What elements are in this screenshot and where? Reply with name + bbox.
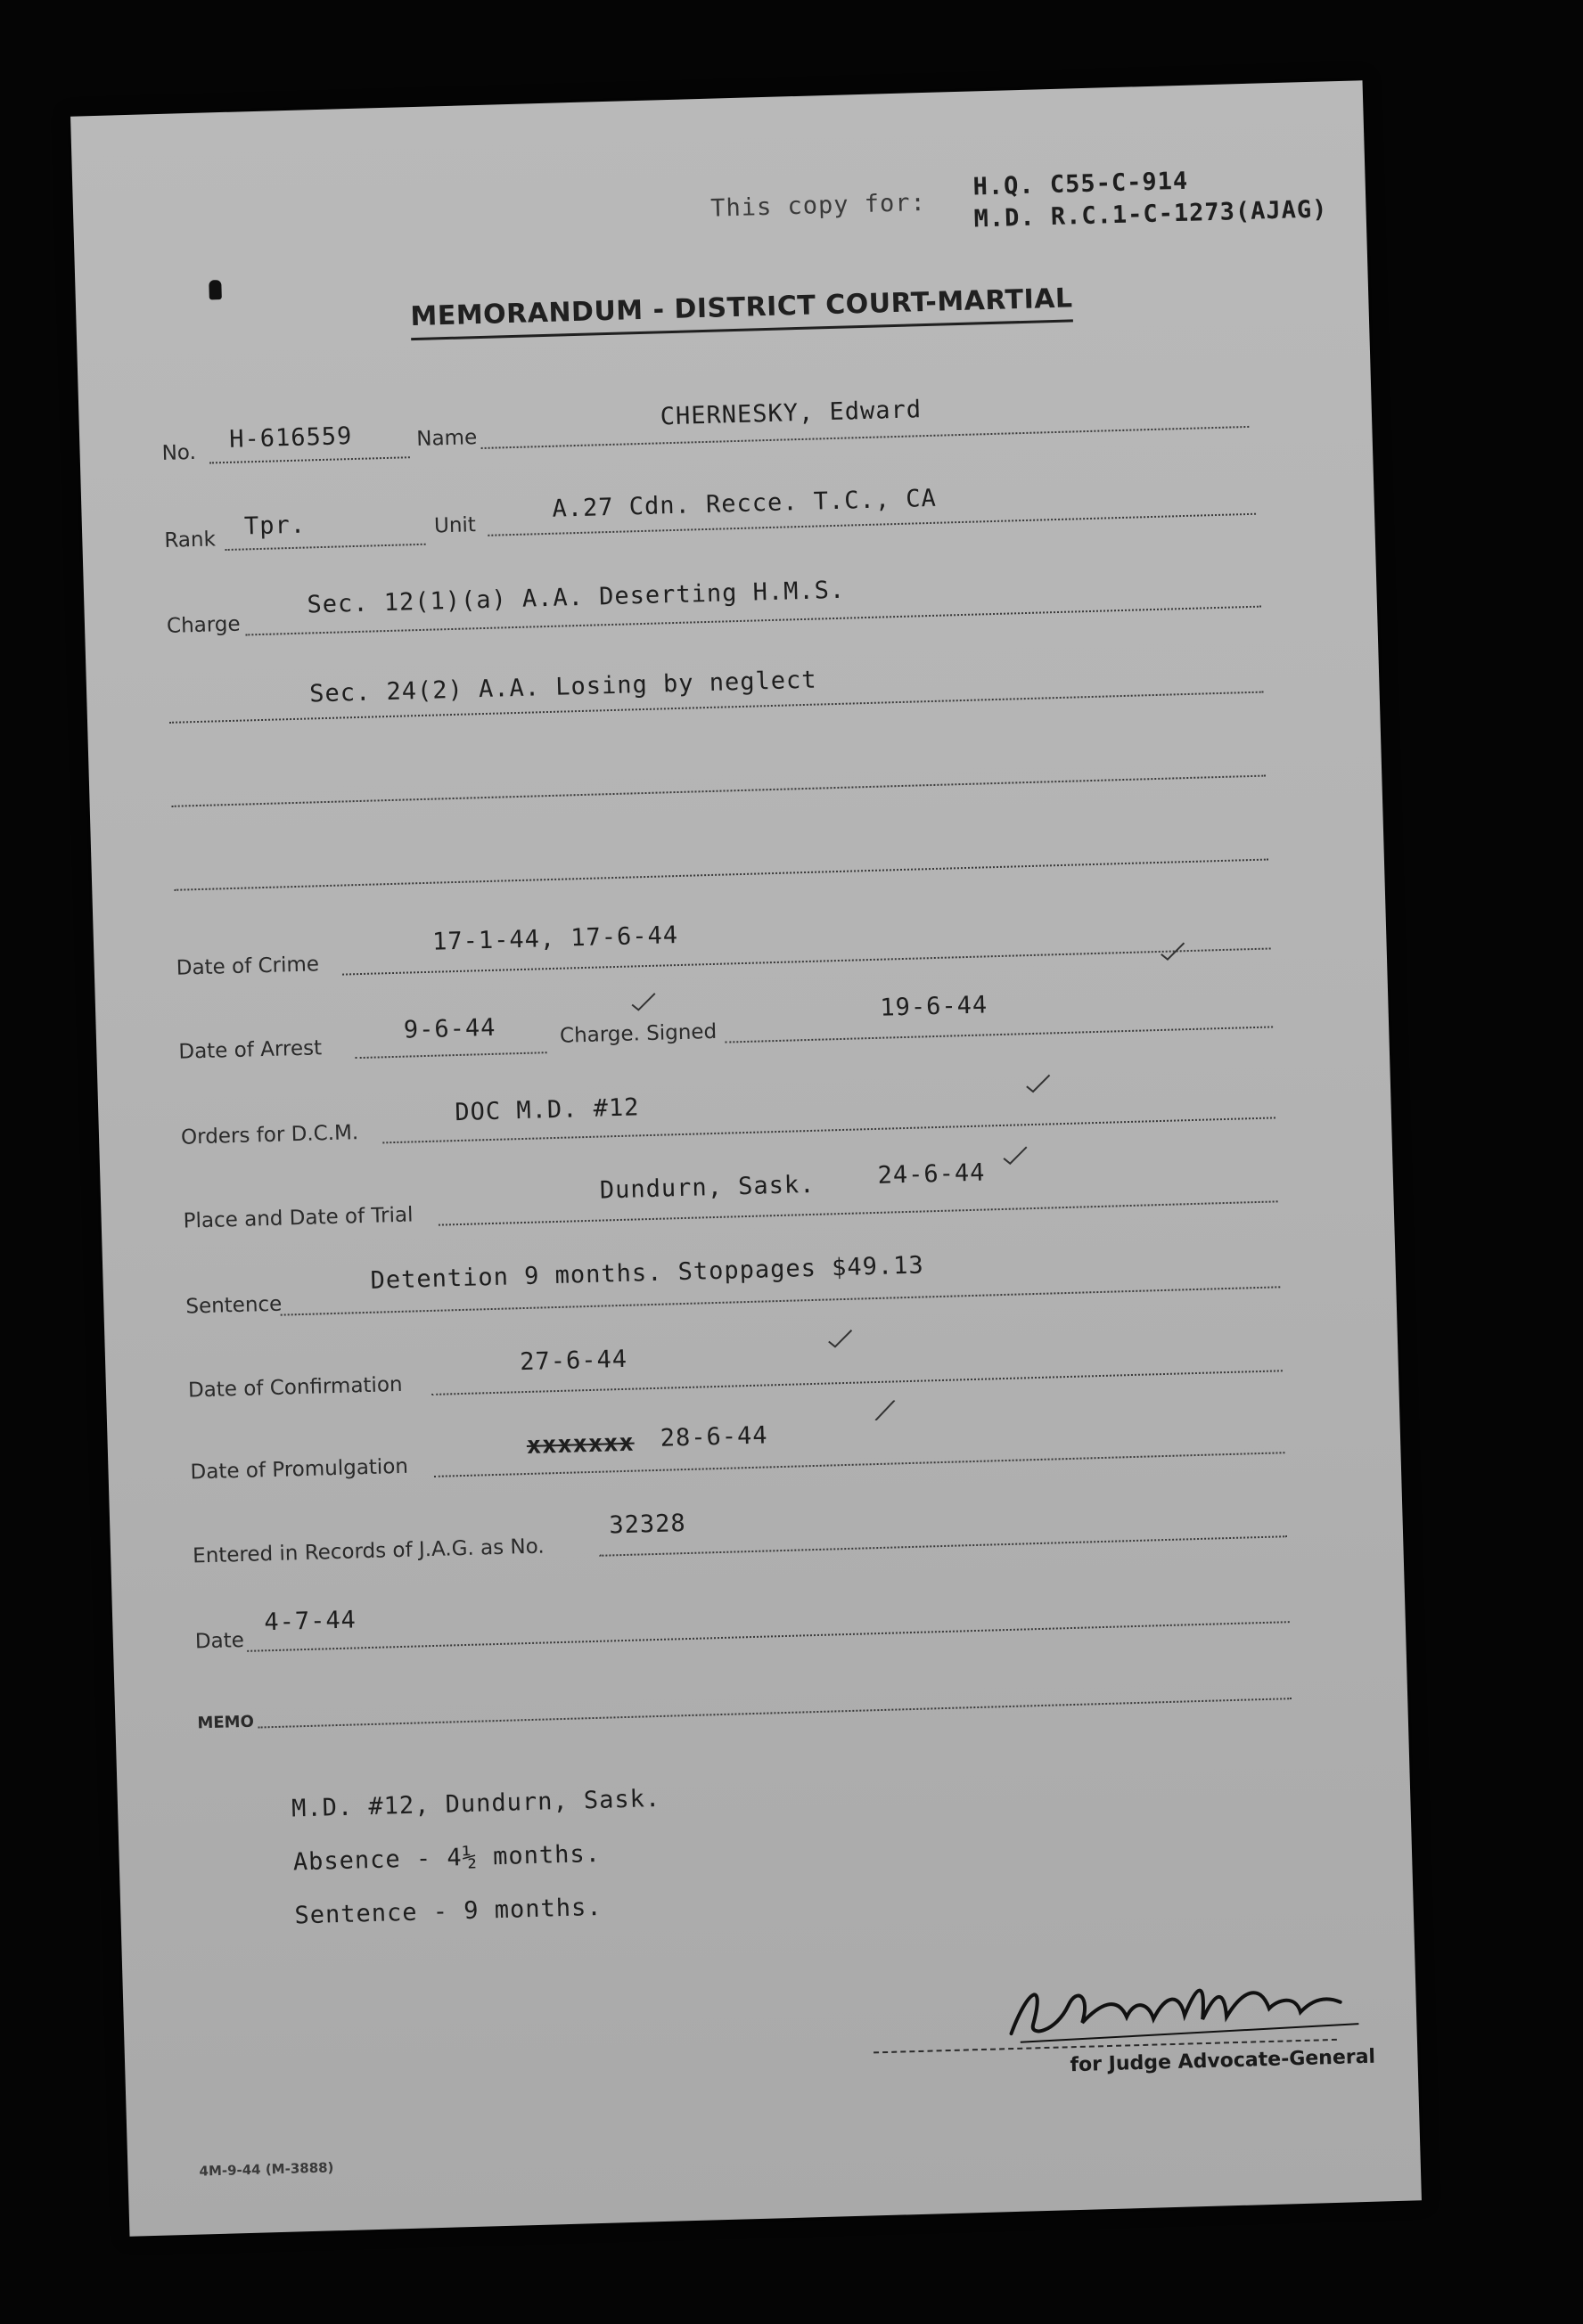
date-confirmation-value: 27-6-44 [519, 1345, 628, 1377]
orders-dcm-value: DOC M.D. #12 [455, 1093, 640, 1127]
charge-signed-label: Charge. Signed [559, 1019, 718, 1048]
check-mark-icon [1002, 1145, 1029, 1166]
md-reference: M.D. R.C.1-C-1273(AJAG) [973, 195, 1328, 233]
jag-records-label: Entered in Records of J.A.G. as No. [192, 1534, 545, 1568]
copy-for-label: This copy for: [709, 188, 927, 223]
jag-record-number: 32328 [609, 1510, 687, 1540]
page-title: MEMORANDUM - DISTRICT COURT-MARTIAL [410, 282, 1073, 340]
date-of-crime-label: Date of Crime [176, 953, 320, 980]
date-value: 4-7-44 [263, 1606, 357, 1637]
document-sheet [70, 80, 1422, 2237]
date-promulgation-value: 28-6-44 [660, 1421, 768, 1452]
trial-date: 24-6-44 [877, 1158, 986, 1190]
check-mark-icon [1159, 941, 1186, 962]
charge-label: Charge [166, 612, 241, 638]
promulgation-struck-out: xxxxxxx [526, 1428, 636, 1460]
charge-line-1: Sec. 12(1)(a) A.A. Deserting H.M.S. [307, 576, 846, 619]
signature-caption: for Judge Advocate-General [1070, 2045, 1376, 2077]
memo-note-3: Sentence - 9 months. [294, 1893, 603, 1930]
check-mark-icon [630, 992, 658, 1012]
memo-note-2: Absence - 4½ months. [292, 1839, 602, 1877]
sentence-value: Detention 9 months. Stoppages $49.13 [370, 1251, 925, 1295]
date-of-arrest-label: Date of Arrest [178, 1036, 323, 1064]
rank-label: Rank [164, 528, 217, 552]
trial-place: Dundurn, Sask. [599, 1170, 816, 1205]
date-confirmation-label: Date of Confirmation [187, 1372, 403, 1403]
memo-label: MEMO [197, 1712, 255, 1733]
check-mark-icon [826, 1329, 854, 1349]
rank-value: Tpr. [243, 511, 307, 541]
charge-line-2: Sec. 24(2) A.A. Losing by neglect [308, 666, 817, 708]
unit-label: Unit [433, 513, 477, 538]
date-of-arrest-value: 9-6-44 [403, 1013, 496, 1044]
soldier-name: CHERNESKY, Edward [660, 396, 923, 431]
check-mark-icon [1024, 1073, 1052, 1093]
unit-value: A.27 Cdn. Recce. T.C., CA [552, 484, 938, 523]
check-mark-icon [872, 1400, 899, 1420]
hq-reference: H.Q. C55-C-914 [972, 167, 1189, 201]
date-label: Date [194, 1628, 245, 1654]
handwritten-signature [992, 1961, 1377, 2052]
ink-mark [209, 280, 222, 299]
date-of-crime-value: 17-1-44, 17-6-44 [431, 921, 679, 956]
name-label: Name [415, 426, 478, 452]
place-date-trial-label: Place and Date of Trial [183, 1203, 414, 1233]
memo-note-1: M.D. #12, Dundurn, Sask. [291, 1784, 661, 1823]
no-label: No. [161, 440, 197, 465]
service-number: H-616559 [228, 422, 353, 454]
charge-signed-value: 19-6-44 [879, 991, 988, 1022]
date-promulgation-label: Date of Promulgation [190, 1454, 409, 1485]
form-code: 4M-9-44 (M-3888) [199, 2159, 334, 2180]
sentence-label: Sentence [185, 1292, 283, 1319]
orders-dcm-label: Orders for D.C.M. [180, 1121, 359, 1150]
